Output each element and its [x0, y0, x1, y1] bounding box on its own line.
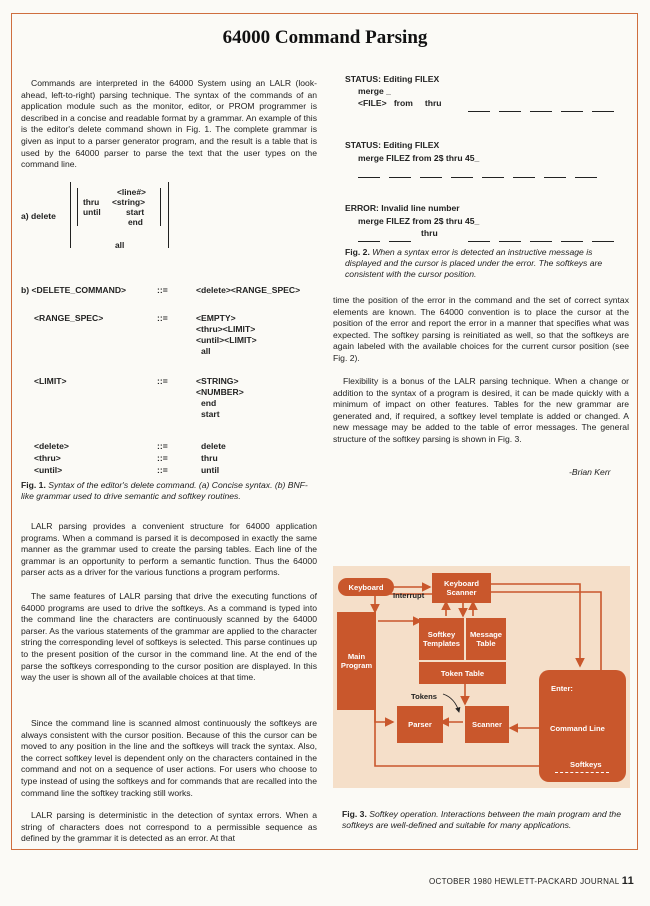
grammar-rhs: <NUMBER>: [196, 387, 244, 397]
author-signature: -Brian Kerr: [569, 467, 611, 477]
fig2-command-1: merge _: [358, 86, 391, 96]
softkeys-dashes: [555, 772, 609, 773]
fig1a-all: all: [115, 240, 125, 250]
fig2-caption: [345, 247, 625, 281]
fig1a-string: <string>: [112, 197, 146, 207]
page-footer: [429, 875, 634, 887]
fig2-caption-text: When a syntax error is detected an instructive message is displayed and the cursor is placed under the error. The softkeys are consistent with the cursor position.: [345, 247, 603, 280]
grammar-rhs: thru: [201, 453, 218, 463]
page-number: 11: [621, 875, 634, 887]
fig2-softkey-blanks-3b: [468, 229, 623, 247]
body-paragraph: Flexibility is a bonus of the LALR parsing technique. When a change or addition to the syntax of a program is desired, it can be made quickly with a minimum of impact on other features. Tables for the new grammar are generated and, if required, a softkey level template is added or changed. A new message may be added to the table of error messages. The general structure of the softkey parsing is shown in Fig. 3.: [333, 376, 629, 444]
grammar-op: ::=: [157, 285, 168, 295]
parser-node: Parser: [397, 706, 443, 743]
fig2-softkeys-1: [358, 98, 442, 108]
keyboard-node: Keyboard: [338, 578, 394, 596]
fig1a-line: <line#>: [117, 187, 146, 197]
grammar-rhs: all: [201, 346, 211, 356]
tokens-label: Tokens: [411, 692, 438, 701]
fig2-caption-label: Fig. 2.: [345, 247, 370, 257]
fig1a-start: start: [126, 207, 145, 217]
fig2-command-2: merge FILEZ from 2$ thru 45_: [358, 153, 480, 163]
fig3-caption-label: Fig. 3.: [342, 809, 367, 819]
grammar-lhs-delete: <delete>: [34, 441, 69, 451]
message-table-node: Message Table: [466, 618, 506, 660]
fig1a-delete-label: a) delete: [21, 211, 56, 221]
page-title: 64000 Command Parsing: [222, 27, 428, 48]
grammar-lhs-thru: <thru>: [34, 453, 61, 463]
grammar-op: ::=: [157, 441, 168, 451]
softkeys-label: Softkeys: [570, 760, 602, 769]
grammar-op: ::=: [157, 465, 168, 475]
fig2-softkey-blanks-2: [358, 165, 606, 183]
grammar-rhs: delete: [201, 441, 226, 451]
fig2-softkey-labels: <FILE> from thru: [358, 98, 442, 108]
body-paragraph: LALR parsing is deterministic in the detection of syntax errors. When a string of characters does not correspond to a permissible sequence as defined by the grammar it is detected as an error. At that: [21, 810, 317, 844]
fig1a-end: end: [128, 217, 143, 227]
grammar-lhs-range-spec: <RANGE_SPEC>: [34, 313, 104, 323]
fig2-error: ERROR: Invalid line number: [345, 203, 460, 213]
grammar-rhs: start: [201, 409, 220, 419]
fig2-softkey-blanks-3a: [358, 229, 420, 247]
command-line-label: Command Line: [550, 724, 605, 733]
grammar-lhs-delete-command: b) <DELETE_COMMAND>: [21, 285, 127, 295]
fig1-caption-text: Syntax of the editor's delete command. (a) Concise syntax. (b) BNF-like grammar used to drive semantic and softkey routines.: [21, 480, 308, 502]
fig1-caption: [21, 480, 311, 502]
interrupt-label: Interrupt: [393, 591, 425, 600]
grammar-op: ::=: [157, 453, 168, 463]
grammar-rhs: <STRING>: [196, 376, 239, 386]
body-paragraph: time the position of the error in the command and the set of correct syntax elements are known. The 64000 convention is to place the cursor at the position of the error and report the error in a manner that specifies what was expected. The softkey parsing is reinitiated as well, so that the softkeys are again labeled with the available choices for the current cursor position (see Fig. 2).: [333, 295, 629, 363]
grammar-rhs: <until><LIMIT>: [196, 335, 257, 345]
body-paragraph: LALR parsing provides a convenient structure for 64000 application programs. When a command is parsed it is decomposed in exactly the same manner as the grammar used to create the parsing tables. Each line of the grammar is an opportunity to perform a semantic function. Thus the 64000 parser acts as a driver for the various functions a program performs.: [21, 521, 317, 578]
grammar-op: ::=: [157, 313, 168, 323]
fig2-status-1: STATUS: Editing FILEX: [345, 74, 440, 84]
grammar-rhs: until: [201, 465, 220, 475]
fig2-command-3: merge FILEZ from 2$ thru 45_: [358, 216, 480, 226]
keyboard-scanner-node: Keyboard Scanner: [432, 573, 491, 603]
enter-label: Enter:: [551, 684, 573, 693]
fig2-softkey-thru: thru: [421, 228, 438, 238]
fig1a-until: until: [83, 207, 101, 217]
token-table-node: Token Table: [419, 662, 506, 684]
fig1a-thru: thru: [83, 197, 100, 207]
main-program-node: Main Program: [337, 612, 376, 710]
body-paragraph: The same features of LALR parsing that drive the executing functions of 64000 programs are used to drive the softkeys. As a command is typed into the command line the characters are continuously scanned by the 64000 parser. As the various statements of the grammar are applied to the character string the corresponding level of softkeys is selected. This parse continues up to the present position of the cursor in the command line. At the end of the parse the softkeys corresponding to the cursor position are displayed. In this way the user is shown all of the available choices at that time.: [21, 591, 317, 683]
scanner-node: Scanner: [465, 706, 509, 743]
grammar-lhs-limit: <LIMIT>: [34, 376, 67, 386]
grammar-op: ::=: [157, 376, 168, 386]
grammar-rhs: end: [201, 398, 217, 408]
softkey-templates-node: Softkey Templates: [419, 618, 464, 660]
grammar-rhs: <thru><LIMIT>: [196, 324, 256, 334]
grammar-lhs-until: <until>: [34, 465, 63, 475]
grammar-rhs: <EMPTY>: [196, 313, 236, 323]
body-paragraph: Since the command line is scanned almost continuously the softkeys are always consistent with the cursor position. Because of this the cursor can be moved to any position in the line and the softkeys will track the syntax. Also, the correct softkey level is dependent only on the characters contained in the command and not on a sequence of user actions. For users who choose to type instead of using the softkeys and for commands that are recalled into the command line the softkey tracking still works.: [21, 718, 317, 798]
journal-name: OCTOBER 1980 HEWLETT-PACKARD JOURNAL: [428, 877, 620, 886]
fig3-caption: [342, 809, 627, 831]
fig1-caption-label: Fig. 1.: [21, 480, 46, 490]
fig2-softkey-blanks-1: [468, 99, 623, 117]
fig2-status-2: STATUS: Editing FILEX: [345, 140, 440, 150]
grammar-rhs: <delete><RANGE_SPEC>: [196, 285, 301, 295]
fig3-diagram: [333, 566, 630, 788]
intro-paragraph: Commands are interpreted in the 64000 System using an LALR (look-ahead, left-to-right) parsing technique. The syntax of the commands of an application module such as the monitor, editor, or PROM programmer is described in a concise and readable format by a grammar. An example of this is the editor's delete command shown in Fig. 1. The complete grammar is given as input to a parser generator program, and the result is a table that is used by the 64000 parser to parse the text that the user types on the command line.: [21, 78, 317, 170]
fig3-caption-text: Softkey operation. Interactions between the main program and the softkeys are well-defined and suitable for many applications.: [342, 809, 621, 831]
